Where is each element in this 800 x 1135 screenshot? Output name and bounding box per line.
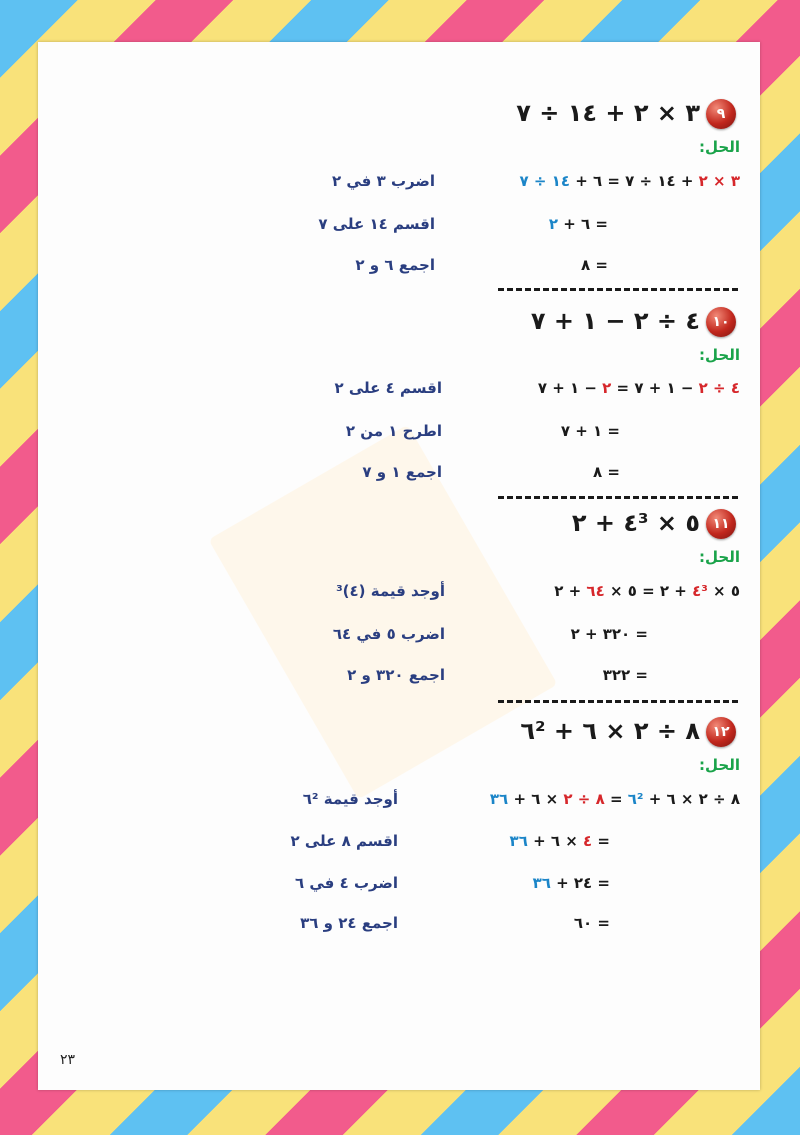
step-expression — [538, 379, 740, 397]
expression-term: ٣ × ٢ — [698, 172, 740, 190]
section-divider — [498, 288, 738, 291]
section-divider — [498, 700, 738, 703]
step-expression — [561, 422, 620, 440]
step-note: اجمع ١ و ٧ — [362, 463, 442, 481]
expression-term: ٣٦ — [532, 874, 551, 892]
problem-number-badge: ٩ — [706, 99, 736, 129]
expression-term: ٦٤ — [586, 582, 605, 600]
expression-term: = ٦ + — [558, 215, 608, 233]
problem-expression: ٤ ÷ ٢ − ١ + ٧ — [530, 307, 700, 335]
expression-term: ٨ ÷ ٢ — [563, 790, 605, 808]
expression-term: ٤ ÷ ٢ — [698, 379, 740, 397]
worksheet-page — [38, 42, 760, 1090]
step-expression — [574, 914, 610, 932]
expression-term: − ١ + ٧ — [537, 379, 603, 397]
expression-term: + ٢ = ٥ × — [604, 582, 693, 600]
step-expression — [490, 790, 740, 808]
expression-term: + ٢ — [554, 582, 587, 600]
expression-term: ١٤ ÷ ٧ — [519, 172, 570, 190]
step-expression — [520, 172, 741, 190]
expression-term: ٢ — [602, 379, 612, 397]
expression-term: ٥ × — [707, 582, 740, 600]
expression-term: + ١٤ ÷ ٧ = — [602, 172, 699, 190]
step-expression — [581, 256, 608, 274]
expression-term: = ٦٠ — [573, 914, 610, 932]
step-note: اقسم ١٤ على ٧ — [318, 215, 435, 233]
problem-expression: ٣ × ٢ + ١٤ ÷ ٧ — [516, 99, 700, 127]
step-expression — [554, 582, 740, 600]
page-number: ٢٣ — [60, 1052, 76, 1068]
step-note: اجمع ٢٤ و ٣٦ — [300, 914, 398, 932]
step-note: اجمع ٦ و ٢ — [355, 256, 435, 274]
step-note: اقسم ٨ على ٢ — [290, 832, 398, 850]
problem-number-badge: ١٢ — [706, 717, 736, 747]
expression-term: ٤³ — [692, 582, 708, 600]
expression-term: = — [604, 790, 628, 808]
step-note: أوجد قيمة (٤)³ — [336, 582, 445, 600]
expression-term: = ٢٤ + — [550, 874, 610, 892]
expression-term: ٦ — [593, 172, 603, 190]
expression-term: = ١ + ٧ — [560, 422, 620, 440]
expression-term: ٤ — [583, 832, 593, 850]
expression-term: × ٦ + — [527, 832, 584, 850]
solution-label: الحل: — [699, 756, 740, 774]
expression-term: ٦² — [627, 790, 644, 808]
step-expression — [549, 215, 608, 233]
expression-term: − ١ + ٧ = — [611, 379, 699, 397]
expression-term: × ٦ + — [508, 790, 564, 808]
solution-label: الحل: — [699, 138, 740, 156]
expression-term: ٨ ÷ ٢ × ٦ + — [643, 790, 740, 808]
step-expression — [593, 463, 620, 481]
problem-number-badge: ١١ — [706, 509, 736, 539]
problem-expression: ٥ × ٤³ + ٢ — [571, 509, 700, 537]
step-note: أوجد قيمة ٦² — [302, 790, 398, 808]
step-note: اجمع ٣٢٠ و ٢ — [347, 666, 445, 684]
solution-label: الحل: — [699, 346, 740, 364]
expression-term: = ٣٢٠ + ٢ — [570, 625, 648, 643]
step-expression — [533, 874, 610, 892]
step-note: اضرب ٣ في ٢ — [331, 172, 435, 190]
expression-term: = — [592, 832, 610, 850]
step-expression — [603, 666, 648, 684]
section-divider — [498, 496, 738, 499]
step-note: اقسم ٤ على ٢ — [334, 379, 442, 397]
expression-term: = ٨ — [593, 463, 620, 481]
step-note: اطرح ١ من ٢ — [345, 422, 442, 440]
expression-term: ٣٦ — [489, 790, 509, 808]
expression-term: ٢ — [548, 215, 559, 233]
step-expression — [571, 625, 648, 643]
solution-label: الحل: — [699, 548, 740, 566]
expression-term: = ٣٢٢ — [602, 666, 648, 684]
problem-number-badge: ١٠ — [706, 307, 736, 337]
expression-term: + — [569, 172, 593, 190]
step-note: اضرب ٥ في ٦٤ — [332, 625, 445, 643]
step-expression — [510, 832, 610, 850]
expression-term: ٣٦ — [509, 832, 528, 850]
problem-expression: ٨ ÷ ٢ × ٦ + ٦² — [520, 717, 700, 745]
expression-term: = ٨ — [581, 256, 608, 274]
step-note: اضرب ٤ في ٦ — [294, 874, 398, 892]
